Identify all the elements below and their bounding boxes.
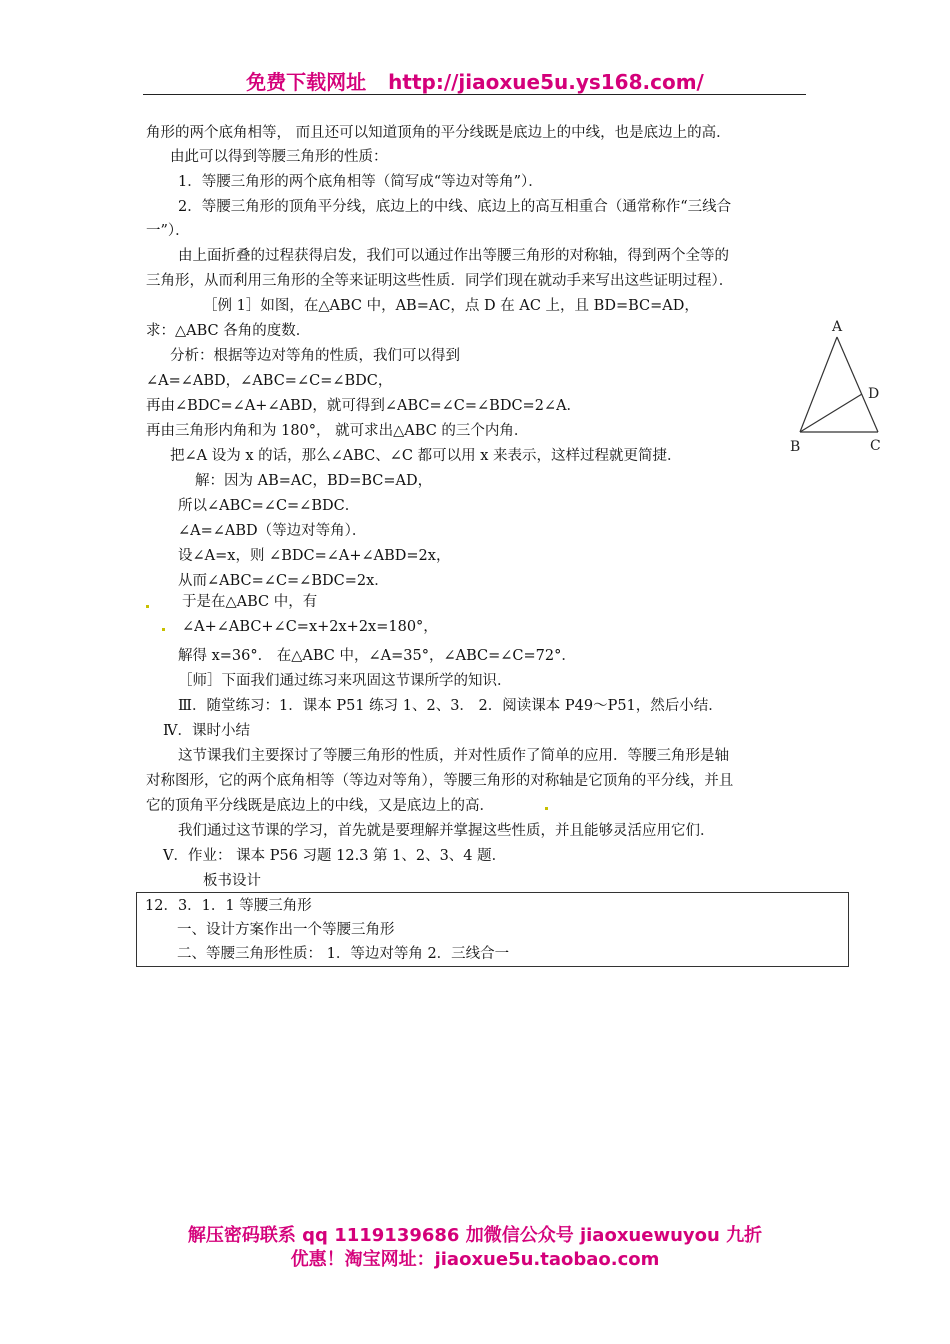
body-line: 我们通过这节课的学习，首先就是要理解并掌握这些性质，并且能够灵活应用它们． bbox=[178, 823, 715, 839]
board-line: 12．3．1．1 等腰三角形 bbox=[145, 898, 312, 914]
solution-line: 解得 x=36°． 在△ABC 中，∠A=35°，∠ABC=∠C=72°． bbox=[178, 648, 576, 664]
body-line: 2．等腰三角形的顶角平分线，底边上的中线、底边上的高互相重合（通常称作“三线合 bbox=[178, 199, 732, 215]
header-divider bbox=[143, 94, 806, 95]
body-line: 把∠A 设为 x 的话，那么∠ABC、∠C 都可以用 x 来表示，这样过程就更简捷． bbox=[170, 448, 682, 464]
body-line: 角形的两个底角相等， 而且还可以知道顶角的平分线既是底边上的中线，也是底边上的高． bbox=[146, 125, 731, 141]
body-line: 由上面折叠的过程获得启发，我们可以通过作出等腰三角形的对称轴，得到两个全等的 bbox=[178, 248, 729, 264]
side-ab bbox=[800, 337, 837, 432]
label-b: B bbox=[790, 439, 801, 455]
segment-bd bbox=[800, 394, 862, 432]
body-line: 再由三角形内角和为 180°， 就可求出△ABC 的三个内角． bbox=[146, 423, 529, 439]
speck-mark bbox=[146, 605, 149, 608]
solution-line: 设∠A=x，则 ∠BDC=∠A+∠ABD=2x， bbox=[178, 548, 451, 564]
body-line: 这节课我们主要探讨了等腰三角形的性质，并对性质作了简单的应用．等腰三角形是轴 bbox=[178, 748, 729, 764]
body-line: 1．等腰三角形的两个底角相等（简写成“等边对等角”）． bbox=[178, 174, 543, 190]
footer-line-2[interactable]: 优惠！淘宝网址：jiaoxue5u.taobao.com bbox=[290, 1249, 660, 1270]
section-heading: Ⅲ．随堂练习：1．课本 P51 练习 1、2、3． 2．阅读课本 P49～P51，然后小结． bbox=[178, 698, 723, 714]
solution-line: 所以∠ABC=∠C=∠BDC． bbox=[178, 498, 360, 514]
label-d: D bbox=[868, 386, 880, 402]
header-title: 免费下载网址 bbox=[246, 70, 367, 94]
solution-line: 从而∠ABC=∠C=∠BDC=2x． bbox=[178, 573, 389, 589]
solution-line: ∠A=∠ABD（等边对等角）． bbox=[178, 523, 367, 539]
body-line: 对称图形，它的两个底角相等（等边对等角），等腰三角形的对称轴是它顶角的平分线，并且 bbox=[146, 773, 734, 789]
speck-mark bbox=[545, 807, 548, 810]
solution-line: ∠A+∠ABC+∠C=x+2x+2x=180°， bbox=[182, 619, 438, 635]
board-design-box bbox=[136, 892, 849, 967]
board-line: 二、等腰三角形性质： 1．等边对等角 2．三线合一 bbox=[177, 946, 510, 962]
speck-mark bbox=[162, 628, 165, 631]
body-line: 它的顶角平分线既是底边上的中线，又是底边上的高． bbox=[146, 798, 494, 814]
triangle-figure bbox=[782, 316, 892, 461]
page-header bbox=[0, 66, 950, 95]
body-line: ［师］下面我们通过练习来巩固这节课所学的知识． bbox=[178, 673, 512, 689]
section-heading: Ⅴ．作业： 课本 P56 习题 12.3 第 1、2、3、4 题． bbox=[163, 848, 507, 864]
label-c: C bbox=[870, 438, 881, 454]
side-ac bbox=[837, 337, 878, 432]
label-a: A bbox=[832, 319, 843, 335]
body-line: ∠A=∠ABD，∠ABC=∠C=∠BDC， bbox=[146, 373, 393, 389]
solution-line: 于是在△ABC 中，有 bbox=[182, 594, 318, 610]
header-url[interactable]: http://jiaoxue5u.ys168.com/ bbox=[388, 70, 704, 94]
section-heading: Ⅳ．课时小结 bbox=[163, 723, 250, 739]
solution-line: 解：因为 AB=AC，BD=BC=AD， bbox=[195, 473, 433, 489]
body-line: 再由∠BDC=∠A+∠ABD，就可得到∠ABC=∠C=∠BDC=2∠A． bbox=[146, 398, 582, 414]
board-caption: 板书设计 bbox=[203, 873, 261, 889]
board-line: 一、设计方案作出一个等腰三角形 bbox=[177, 922, 395, 938]
footer-line-1: 解压密码联系 qq 1119139686 加微信公众号 jiaoxuewuyou 九折 bbox=[187, 1225, 763, 1246]
body-line: 求：△ABC 各角的度数． bbox=[146, 323, 311, 339]
body-line: 分析：根据等边对等角的性质，我们可以得到 bbox=[170, 348, 460, 364]
body-line: 三角形，从而利用三角形的全等来证明这些性质．同学们现在就动手来写出这些证明过程）． bbox=[146, 273, 734, 289]
example-title: ［例 1］如图，在△ABC 中，AB=AC，点 D 在 AC 上，且 BD=BC=AD， bbox=[203, 298, 699, 314]
body-line: 一”）． bbox=[146, 223, 190, 239]
body-line: 由此可以得到等腰三角形的性质： bbox=[170, 149, 388, 165]
